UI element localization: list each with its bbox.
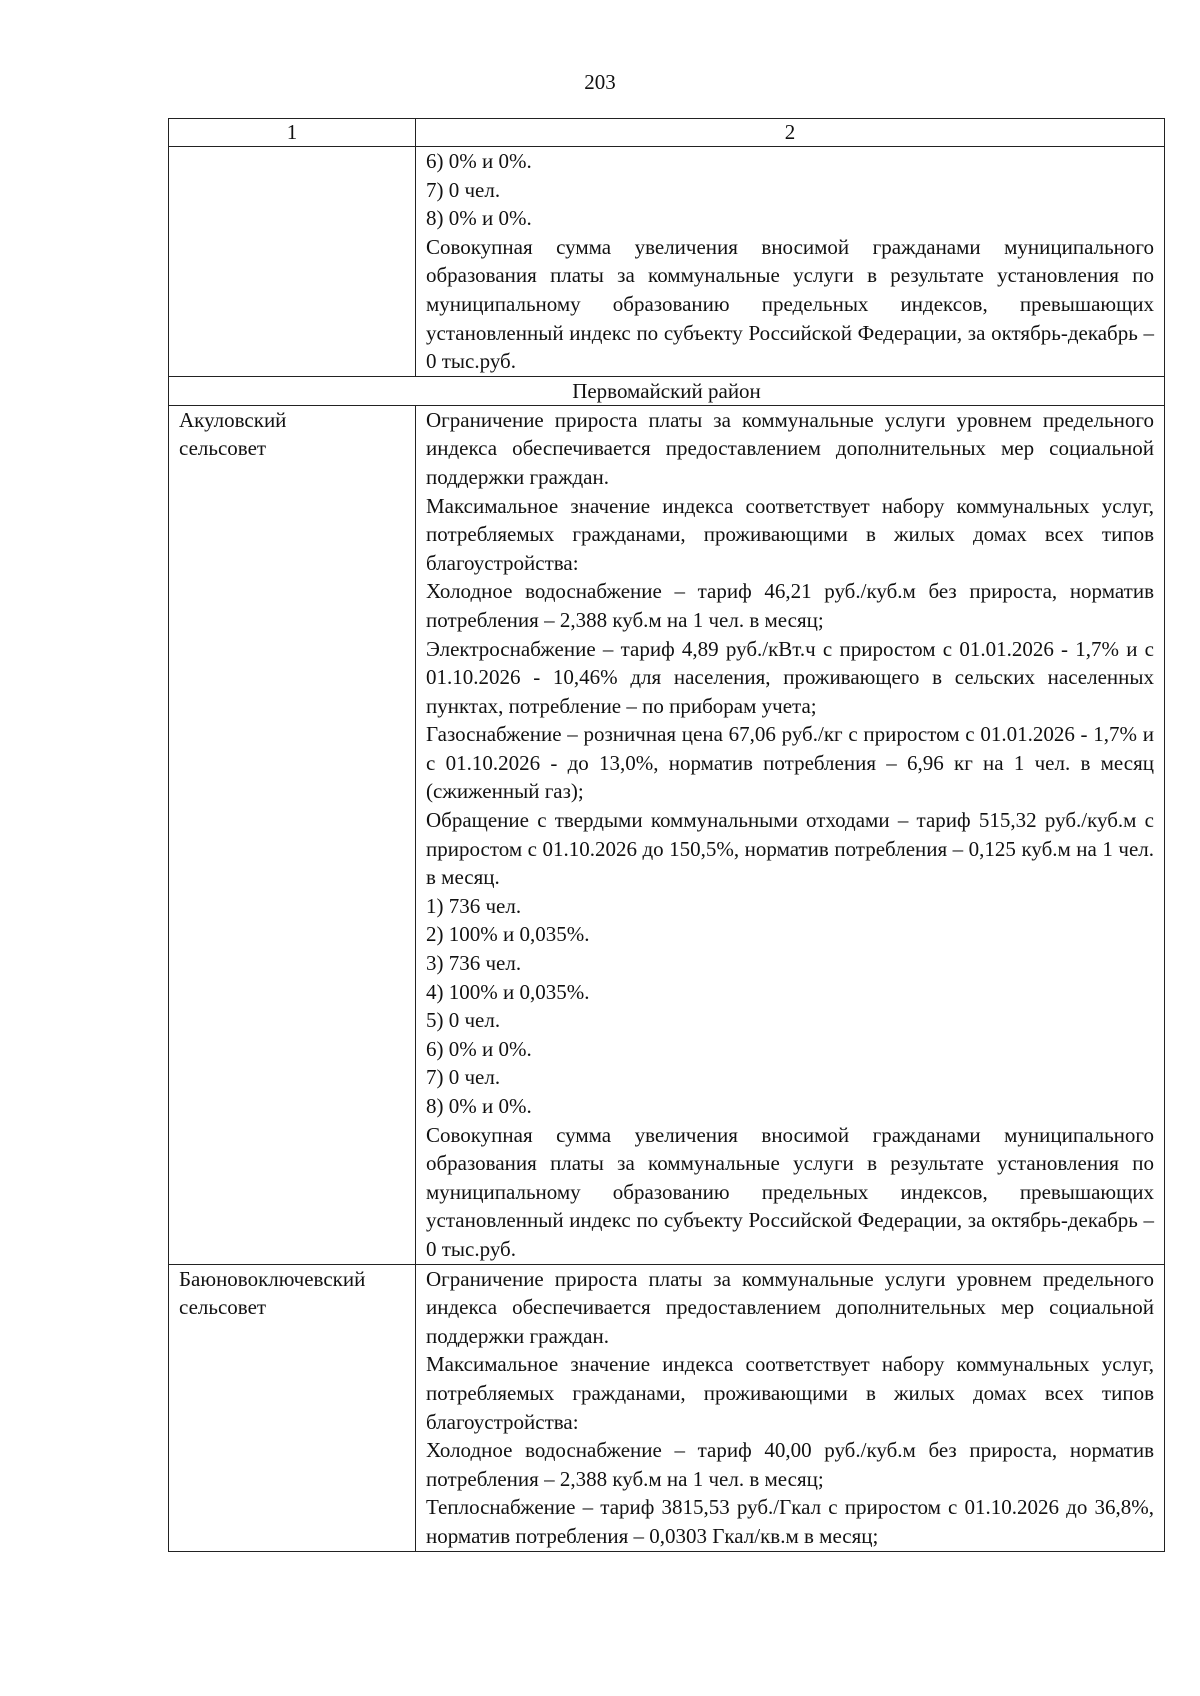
text-paragraph: Максимальное значение индекса соответствует набору коммунальных услуг, потребляемых гражданами, проживающими в жилых домах всех типов благоустройства: (426, 1352, 1154, 1434)
municipality-name-cell: Акуловский сельсовет (169, 405, 416, 1264)
section-row (169, 376, 1165, 405)
text-paragraph: Теплоснабжение – тариф 3815,53 руб./Гкал с приростом с 01.10.2026 до 36,8%, норматив потребления – 0,0303 Гкал/кв.м в месяц; (426, 1495, 1154, 1548)
column-header-2: 2 (416, 119, 1165, 147)
list-line: 8) 0% и 0%. (426, 206, 532, 231)
description-cell (416, 147, 1165, 377)
table-row-bayunovoklyuchevsky (169, 1264, 1165, 1551)
column-header-1: 1 (169, 119, 416, 147)
list-line: 6) 0% и 0%. (426, 1036, 532, 1061)
text-paragraph: Максимальное значение индекса соответствует набору коммунальных услуг, потребляемых гражданами, проживающими в жилых домах всех типов благоустройства: (426, 493, 1154, 575)
section-title: Первомайский район (169, 376, 1165, 405)
description-cell (416, 1264, 1165, 1551)
table-row-akulovsky (169, 405, 1165, 1264)
table-header-row (169, 119, 1165, 147)
text-paragraph: Ограничение прироста платы за коммунальные услуги уровнем предельного индекса обеспечивается предоставлением дополнительных мер социальной поддержки граждан. (426, 1266, 1154, 1348)
text-paragraph: Холодное водоснабжение – тариф 40,00 руб./куб.м без прироста, норматив потребления – 2,388 куб.м на 1 чел. в месяц; (426, 1438, 1154, 1491)
text-paragraph: Ограничение прироста платы за коммунальные услуги уровнем предельного индекса обеспечивается предоставлением дополнительных мер социальной поддержки граждан. (426, 407, 1154, 489)
list-line: 5) 0 чел. (426, 1008, 501, 1033)
municipality-name-cell (169, 147, 416, 377)
text-paragraph: Обращение с твердыми коммунальными отходами – тариф 515,32 руб./куб.м с приростом с 01.10.2026 до 150,5%, норматив потребления – 0,125 куб.м на 1 чел. в месяц. (426, 808, 1154, 890)
description-cell (416, 405, 1165, 1264)
list-line: 8) 0% и 0%. (426, 1094, 532, 1118)
municipality-name-cell: Баюновоключевский сельсовет (169, 1264, 416, 1551)
list-line: 7) 0 чел. (426, 177, 501, 202)
list-line: 1) 736 чел. (426, 893, 522, 918)
list-line: 6) 0% и 0%. (426, 149, 532, 173)
text-paragraph: Газоснабжение – розничная цена 67,06 руб./кг с приростом с 01.01.2026 - 1,7% и с 01.10.2026 - до 13,0%, норматив потребления – 6,96 кг на 1 чел. в месяц (сжиженный газ); (426, 722, 1154, 804)
list-line: 3) 736 чел. (426, 951, 522, 976)
text-paragraph: Совокупная сумма увеличения вносимой гражданами муниципального образования платы за коммунальные услуги в результате установления по муниципальному образованию предельных индексов, превышающих установленный индекс по субъекту Российской Федерации, за октябрь-декабрь – 0 тыс.руб. (426, 234, 1154, 374)
text-paragraph: Совокупная сумма увеличения вносимой гражданами муниципального образования платы за коммунальные услуги в результате установления по муниципальному образованию предельных индексов, превышающих установленный индекс по субъекту Российской Федерации, за октябрь-декабрь – 0 тыс.руб. (426, 1122, 1154, 1261)
tariff-table (168, 118, 1165, 1552)
text-paragraph: Холодное водоснабжение – тариф 46,21 руб./куб.м без прироста, норматив потребления – 2,388 куб.м на 1 чел. в месяц; (426, 579, 1154, 632)
list-line: 2) 100% и 0,035%. (426, 922, 590, 947)
table-row-continuation (169, 147, 1165, 377)
list-line: 7) 0 чел. (426, 1065, 501, 1090)
page-number: 203 (584, 70, 616, 94)
list-line: 4) 100% и 0,035%. (426, 979, 590, 1004)
text-paragraph: Электроснабжение – тариф 4,89 руб./кВт.ч с приростом с 01.01.2026 - 1,7% и с 01.10.2026 - 10,46% для населения, проживающего в сельских населенных пунктах, потребление – по приборам учета; (426, 636, 1154, 718)
